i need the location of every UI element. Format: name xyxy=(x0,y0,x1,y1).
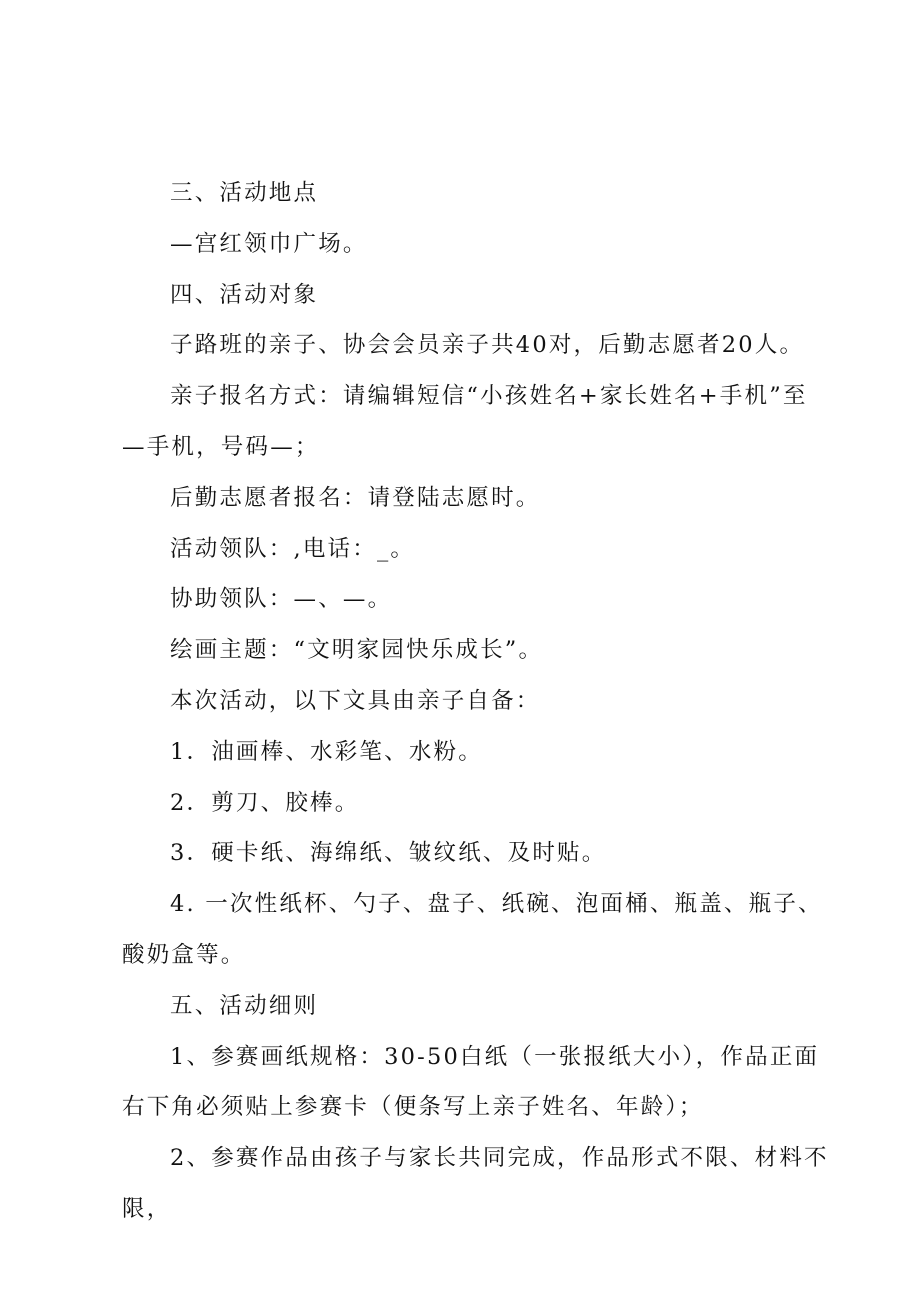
rule-item-1: 1、参赛画纸规格：30-50白纸（一张报纸大小），作品正面右下角必须贴上参赛卡（便条写上亲子姓名、年龄）； xyxy=(122,1043,820,1121)
participants-text: 子路班的亲子、协会会员亲子共40对，后勤志愿者20人。 xyxy=(170,332,805,359)
supplies-item-3: 3．硬卡纸、海绵纸、皱纹纸、及时贴。 xyxy=(170,840,607,867)
volunteer-registration-text: 后勤志愿者报名：请登陆志愿时。 xyxy=(170,484,541,511)
supplies-item-4: 4. 一次性纸杯、勺子、盘子、纸碗、泡面桶、瓶盖、瓶子、酸奶盒等。 xyxy=(122,891,823,968)
section-heading-participants: 四、活动对象 xyxy=(170,281,319,308)
family-registration-text: 亲子报名方式：请编辑短信“小孩姓名+家长姓名+手机”至—手机，号码—； xyxy=(122,383,808,460)
section-heading-rules: 五、活动细则 xyxy=(170,992,319,1019)
supplies-intro-text: 本次活动，以下文具由亲子自备： xyxy=(170,687,541,714)
assistant-leader-text: 协助领队：—、—。 xyxy=(170,586,393,613)
document-body xyxy=(122,168,830,1235)
section-heading-location: 三、活动地点 xyxy=(170,180,319,206)
location-text: —宫红领巾广场。 xyxy=(170,230,368,257)
supplies-item-1: 1．油画棒、水彩笔、水粉。 xyxy=(170,738,483,765)
rule-item-2: 2、参赛作品由孩子与家长共同完成，作品形式不限、材料不限， xyxy=(122,1145,829,1222)
supplies-item-2: 2．剪刀、胶棒。 xyxy=(170,789,360,816)
drawing-theme-text: 绘画主题：“文明家园快乐成长”。 xyxy=(170,637,544,664)
team-leader-text: 活动领队：,电话：_。 xyxy=(170,535,416,562)
